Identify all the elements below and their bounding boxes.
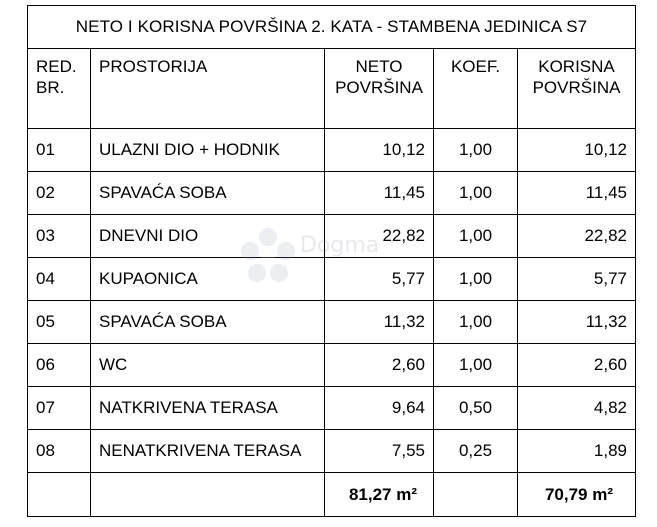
header-red-br [28, 49, 91, 129]
area-table [27, 5, 636, 517]
row-korisna: 1,89 [518, 430, 636, 473]
row-number: 01 [28, 129, 91, 172]
row-koef: 1,00 [434, 215, 518, 258]
table-body [28, 129, 636, 473]
table-header-row [28, 49, 636, 129]
row-koef: 1,00 [434, 301, 518, 344]
row-number: 07 [28, 387, 91, 430]
row-korisna: 5,77 [518, 258, 636, 301]
row-korisna: 10,12 [518, 129, 636, 172]
row-korisna: 2,60 [518, 344, 636, 387]
watermark-text: Dogma [300, 233, 380, 258]
row-neto: 5,77 [325, 258, 434, 301]
row-neto: 11,32 [325, 301, 434, 344]
row-number: 08 [28, 430, 91, 473]
row-neto: 10,12 [325, 129, 434, 172]
table-row [28, 172, 636, 215]
row-koef: 0,25 [434, 430, 518, 473]
row-neto: 22,82 [325, 215, 434, 258]
table-row [28, 387, 636, 430]
header-neto-line2: POVRŠINA [335, 78, 423, 98]
row-number: 02 [28, 172, 91, 215]
row-koef: 1,00 [434, 258, 518, 301]
header-room: PROSTORIJA [91, 49, 325, 129]
table-row [28, 215, 636, 258]
row-room: KUPAONICA [91, 258, 325, 301]
row-koef: 1,00 [434, 129, 518, 172]
table-total-row [28, 473, 636, 517]
header-red-line1: RED. [36, 57, 77, 76]
total-korisna: 70,79 m² [518, 473, 636, 517]
header-korisna [518, 49, 636, 129]
row-room: NATKRIVENA TERASA [91, 387, 325, 430]
row-korisna: 4,82 [518, 387, 636, 430]
row-koef: 1,00 [434, 172, 518, 215]
row-korisna: 11,32 [518, 301, 636, 344]
row-koef: 0,50 [434, 387, 518, 430]
header-koef: KOEF. [434, 49, 518, 129]
table-row [28, 344, 636, 387]
row-room: SPAVAĆA SOBA [91, 301, 325, 344]
total-neto: 81,27 m² [325, 473, 434, 517]
header-korisna-line2: POVRŠINA [532, 78, 621, 98]
total-empty-2 [91, 473, 325, 517]
table-title-row [28, 6, 636, 49]
row-number: 05 [28, 301, 91, 344]
row-neto: 2,60 [325, 344, 434, 387]
row-room: SPAVAĆA SOBA [91, 172, 325, 215]
row-korisna: 22,82 [518, 215, 636, 258]
row-korisna: 11,45 [518, 172, 636, 215]
row-room: NENATKRIVENA TERASA [91, 430, 325, 473]
total-empty-1 [28, 473, 91, 517]
row-neto: 9,64 [325, 387, 434, 430]
row-room: DNEVNI DIO [91, 215, 325, 258]
row-number: 06 [28, 344, 91, 387]
row-neto: 7,55 [325, 430, 434, 473]
row-number: 04 [28, 258, 91, 301]
table-row [28, 430, 636, 473]
row-room: ULAZNI DIO + HODNIK [91, 129, 325, 172]
header-red-line2: BR. [36, 78, 65, 98]
table-row [28, 301, 636, 344]
total-empty-3 [434, 473, 518, 517]
table-row [28, 129, 636, 172]
row-number: 03 [28, 215, 91, 258]
row-room: WC [91, 344, 325, 387]
table-row [28, 258, 636, 301]
header-korisna-line1: KORISNA [538, 57, 615, 76]
header-neto-line1: NETO [355, 57, 403, 76]
row-koef: 1,00 [434, 344, 518, 387]
row-neto: 11,45 [325, 172, 434, 215]
header-neto [325, 49, 434, 129]
table-title: NETO I KORISNA POVRŠINA 2. KATA - STAMBENA JEDINICA S7 [28, 6, 636, 49]
